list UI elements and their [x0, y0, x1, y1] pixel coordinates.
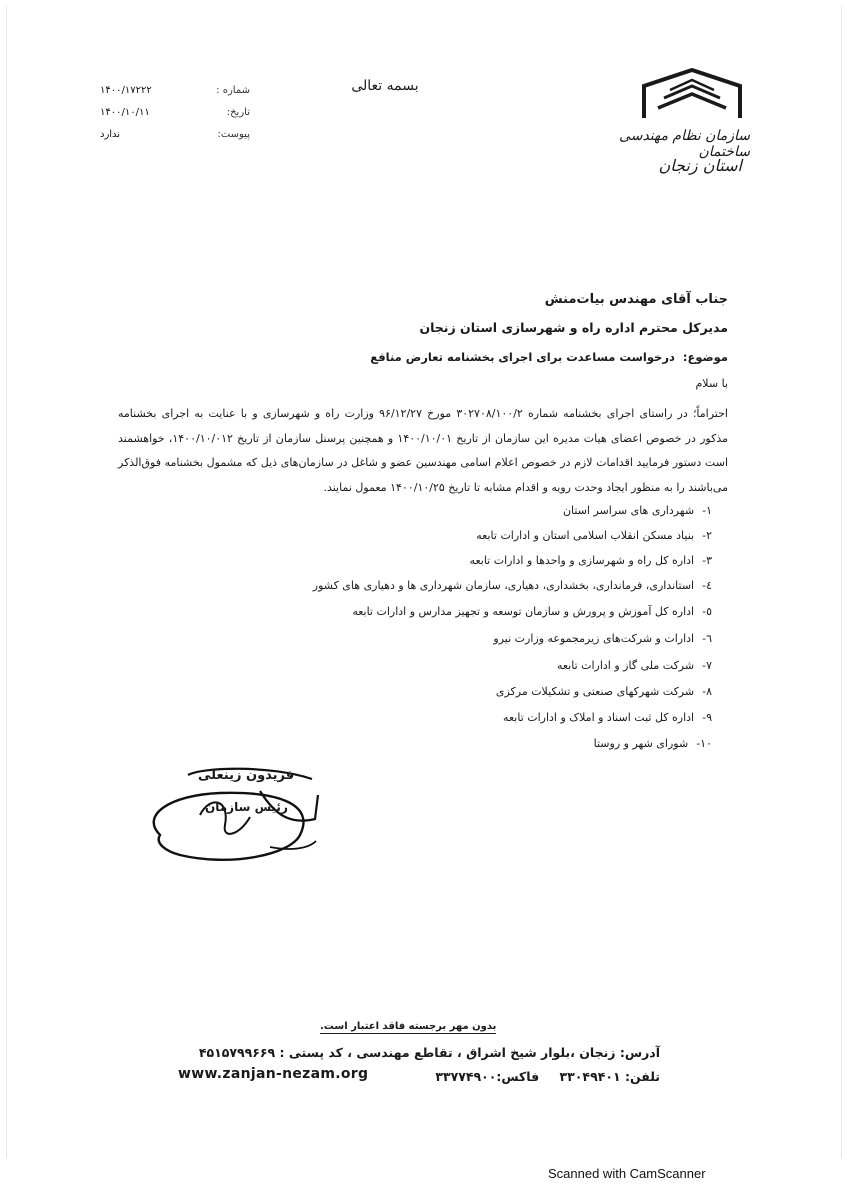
footer-contact — [435, 1069, 660, 1084]
list-item-number: ۸- — [702, 685, 712, 698]
list-item-text: اداره کل آموزش و پرورش و سازمان توسعه و تجهیز مدارس و ادارات تابعه — [352, 605, 695, 618]
list-item-number: ۹- — [702, 711, 712, 724]
footer-address: آدرس: زنجان ،بلوار شیخ اشراق ، تقاطع مهندسی ، کد پستی : ۴۵۱۵۷۹۹۶۶۹ — [198, 1045, 660, 1060]
list-item-text: شورای شهر و روستا — [593, 737, 689, 750]
list-item-number: ۱- — [702, 504, 712, 517]
subject-label: موضوع: — [682, 350, 728, 364]
organization-province: استان زنجان — [658, 156, 742, 175]
embossed-seal-note: بدون مهر برجسته فاقد اعتبار است. — [320, 1021, 497, 1032]
list-item-number: ۳- — [702, 554, 712, 567]
letter-subject — [370, 350, 728, 364]
list-item-text: استانداری، فرمانداری، بخشداری، دهیاری، سازمان شهرداری ها و دهیاری های کشور — [312, 579, 695, 592]
list-item-text: اداره کل ثبت اسناد و املاک و ادارات تابعه — [503, 711, 695, 724]
date-value: ۱۴۰۰/۱۰/۱۱ — [100, 107, 150, 118]
list-item — [557, 659, 712, 672]
building-roof-logo-icon — [640, 68, 744, 120]
basmala-heading: بسمه تعالی — [351, 78, 419, 94]
list-item-text: بنیاد مسکن انقلاب اسلامی استان و ادارات تابعه — [476, 529, 695, 542]
list-item — [594, 737, 712, 750]
signatory-name: فریدون زینعلی — [198, 768, 295, 783]
signatory-title: رئیس سازمان — [205, 800, 288, 814]
list-item-number: ٤- — [702, 579, 712, 592]
list-item-number: ٦- — [702, 632, 712, 645]
recipient-title: مدیرکل محترم اداره راه و شهرسازی استان زنجان — [419, 320, 728, 335]
list-item — [470, 554, 712, 567]
list-item-number: ۱۰- — [696, 737, 712, 750]
list-item — [313, 579, 712, 592]
organization-name: سازمان نظام مهندسی ساختمان — [619, 128, 750, 160]
meta-date-row — [100, 102, 250, 124]
list-item-text: شهرداری های سراسر استان — [562, 504, 695, 517]
list-item — [496, 685, 712, 698]
list-item-text: شرکت ملی گاز و ادارات تابعه — [556, 659, 695, 672]
number-value: ۱۴۰۰/۱۷۲۲۲ — [100, 85, 152, 96]
list-item-text: ادارات و شرکت‌های زیرمجموعه وزارت نیرو — [493, 632, 695, 645]
number-label: شماره : — [216, 85, 250, 96]
list-item — [503, 711, 712, 724]
list-item-number: ٥- — [702, 605, 712, 618]
meta-number-row — [100, 80, 250, 102]
list-item — [476, 529, 712, 542]
date-label: تاریخ: — [226, 107, 250, 118]
subject-text: درخواست مساعدت برای اجرای بخشنامه تعارض منافع — [370, 350, 675, 364]
attachment-label: پیوست: — [217, 129, 250, 140]
list-item-text: اداره کل راه و شهرسازی و واحدها و ادارات تابعه — [469, 554, 695, 567]
meta-attachment-row — [100, 124, 250, 146]
list-item-number: ۲- — [702, 529, 712, 542]
greeting: با سلام — [695, 377, 728, 390]
list-item — [563, 504, 712, 517]
body-paragraph: احتراماً؛ در راستای اجرای بخشنامه شماره ۳۰۲۷۰۸/۱۰۰/۲ مورخ ۹۶/۱۲/۲۷ وزارت راه و شهرسازی و با عنایت به اجرای بخشنامه مذکور در خصوص اعضای هیات مدیره این سازمان از تاریخ ۱۴۰۰/۱۰/۰۱ و همچنین پرسنل سازمان از تاریخ ۱۴۰۰/۱۰/۰۱۲، خواهشمند است دستور فرمایید اقدامات لازم در خصوص اعلام اسامی مهندسین عضو و شاغل در سازمان‌های ذیل که مشمول بخشنامه فوق‌الذکر می‌باشند را به منظور ایجاد وحدت رویه و اقدام مشابه تا تاریخ ۱۴۰۰/۱۰/۲۵ معمول نمایند. — [118, 407, 728, 494]
list-item-number: ۷- — [702, 659, 712, 672]
list-item-text: شرکت شهرکهای صنعتی و تشکیلات مرکزی — [495, 685, 695, 698]
footer-fax: فاکس:۳۳۷۷۴۹۰۰ — [435, 1069, 540, 1084]
letter-meta — [100, 80, 250, 146]
attachment-value: ندارد — [100, 129, 121, 140]
list-item — [493, 632, 712, 645]
list-item — [352, 605, 712, 618]
footer-phone: تلفن: ۳۳۰۴۹۴۰۱ — [559, 1069, 660, 1084]
footer-website-link[interactable]: www.zanjan-nezam.org — [178, 1066, 369, 1082]
recipient-name: جناب آقای مهندس بیات‌منش — [544, 292, 728, 307]
camscanner-watermark: Scanned with CamScanner — [548, 1166, 706, 1181]
